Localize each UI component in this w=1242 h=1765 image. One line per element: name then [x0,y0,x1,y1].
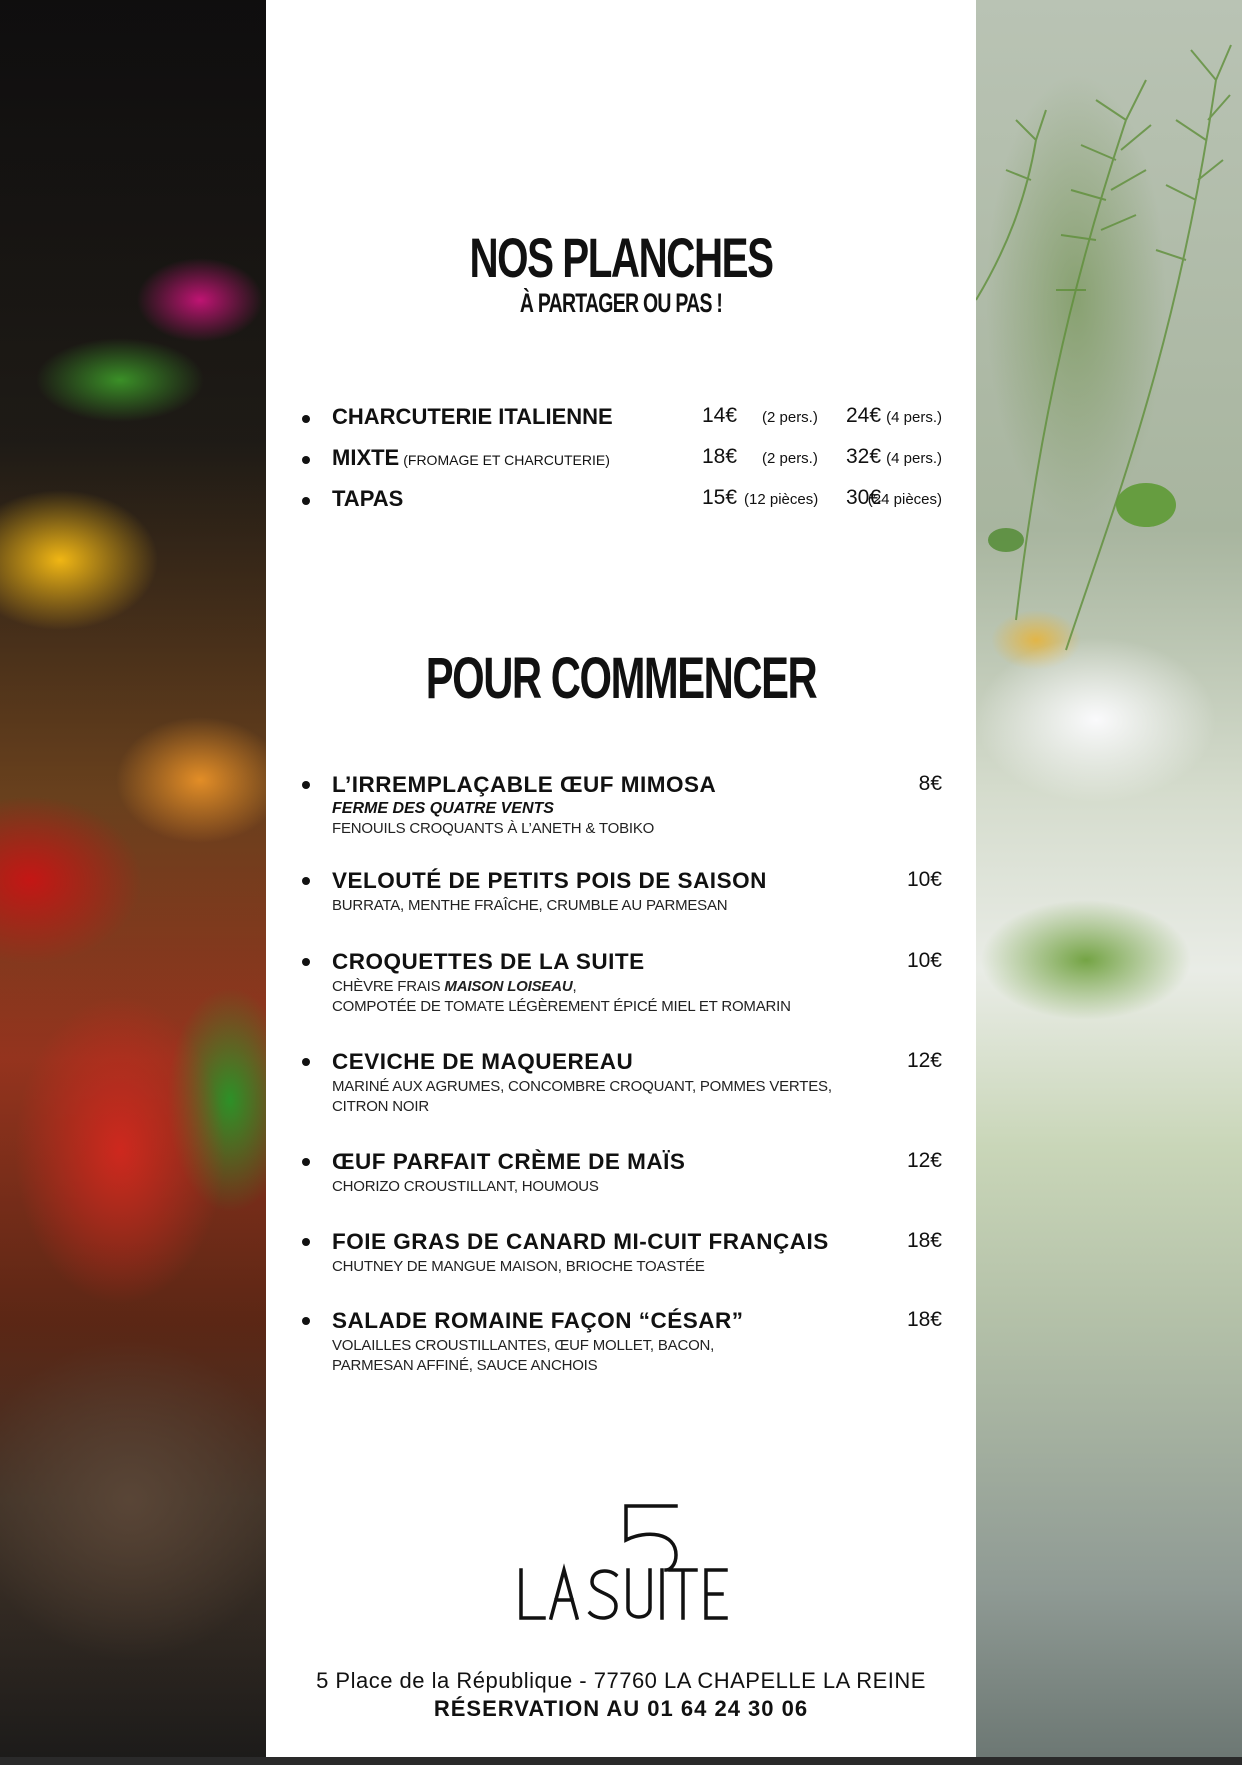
plank-detail: (FROMAGE ET CHARCUTERIE) [403,452,610,468]
plank-qty-2: (24 pièces) [867,491,942,508]
plank-price-2: 30€ [846,486,882,509]
plank-item [302,404,942,444]
dish-price: 12€ [906,1149,942,1172]
food-photo-left [0,0,266,1765]
dish-price: 18€ [906,1308,942,1331]
plank-price-2: 32€ [846,445,882,468]
dish-price: 12€ [906,1049,942,1072]
dish-price: 18€ [906,1229,942,1252]
plank-qty-2: (4 pers.) [886,450,942,467]
plank-item [302,445,942,485]
bullet [302,958,310,966]
bullet [302,781,310,789]
planches-title: NOS PLANCHES [469,226,773,289]
plank-qty-1: (2 pers.) [762,409,818,426]
dish-desc: CHORIZO CROUSTILLANT, HOUMOUS [332,1178,599,1195]
la-suite-logo [266,1500,976,1630]
dish-price: 10€ [906,868,942,891]
plank-name: MIXTE (FROMAGE ET CHARCUTERIE) [332,445,610,470]
plank-price-1: 14€ [702,404,738,427]
reservation-phone: RÉSERVATION AU 01 64 24 30 06 [433,1696,809,1721]
address: 5 Place de la République - 77760 LA CHAPELLE LA REINE [316,1668,926,1693]
menu-panel [266,0,976,1757]
dish-desc: BURRATA, MENTHE FRAÎCHE, CRUMBLE AU PARMESAN [332,897,728,914]
producer-name: MAISON LOISEAU [444,978,573,995]
bullet [302,1317,310,1325]
plank-price-1: 18€ [702,445,738,468]
bullet [302,1158,310,1166]
plank-item [302,486,942,526]
plank-price-2: 24€ [846,404,882,427]
dish-origin: FERME DES QUATRE VENTS [332,800,554,817]
dish-name: FOIE GRAS DE CANARD MI-CUIT FRANÇAIS [332,1229,829,1254]
dish-desc: MARINÉ AUX AGRUMES, CONCOMBRE CROQUANT, POMMES VERTES, [332,1078,832,1095]
dish-price: 10€ [906,949,942,972]
bullet [302,1058,310,1066]
dish-desc: VOLAILLES CROUSTILLANTES, ŒUF MOLLET, BACON, [332,1337,715,1354]
plank-qty-2: (4 pers.) [886,409,942,426]
bullet [302,877,310,885]
dish-desc: CHÈVRE FRAIS MAISON LOISEAU, [332,978,577,995]
commencer-title: POUR COMMENCER [425,646,817,711]
dish-desc: CITRON NOIR [332,1098,429,1115]
dish-name: L’IRREMPLAÇABLE ŒUF MIMOSA [332,772,717,797]
fern-decoration [976,0,1242,700]
plank-price-1: 15€ [702,486,738,509]
dish-price: 8€ [918,772,942,795]
plank-name: TAPAS [332,486,404,511]
dish-name: CEVICHE DE MAQUEREAU [332,1049,634,1074]
dish-name: CROQUETTES DE LA SUITE [332,949,645,974]
dish-name: SALADE ROMAINE FAÇON “CÉSAR” [332,1308,744,1333]
bullet [302,1238,310,1246]
planches-subtitle: À PARTAGER OU PAS ! [519,288,723,318]
dish-name: VELOUTÉ DE PETITS POIS DE SAISON [332,868,767,893]
plank-name: CHARCUTERIE ITALIENNE [332,404,613,429]
bottom-edge [0,1757,1242,1765]
plank-qty-1: (12 pièces) [744,491,819,508]
dish-desc: CHUTNEY DE MANGUE MAISON, BRIOCHE TOASTÉE [332,1258,705,1275]
dish-desc: COMPOTÉE DE TOMATE LÉGÈREMENT ÉPICÉ MIEL ET ROMARIN [332,998,791,1015]
dish-name: ŒUF PARFAIT CRÈME DE MAÏS [332,1149,686,1174]
plank-qty-1: (2 pers.) [762,450,818,467]
dish-desc: PARMESAN AFFINÉ, SAUCE ANCHOIS [332,1357,598,1374]
dish-desc: FENOUILS CROQUANTS À L’ANETH & TOBIKO [332,820,655,837]
